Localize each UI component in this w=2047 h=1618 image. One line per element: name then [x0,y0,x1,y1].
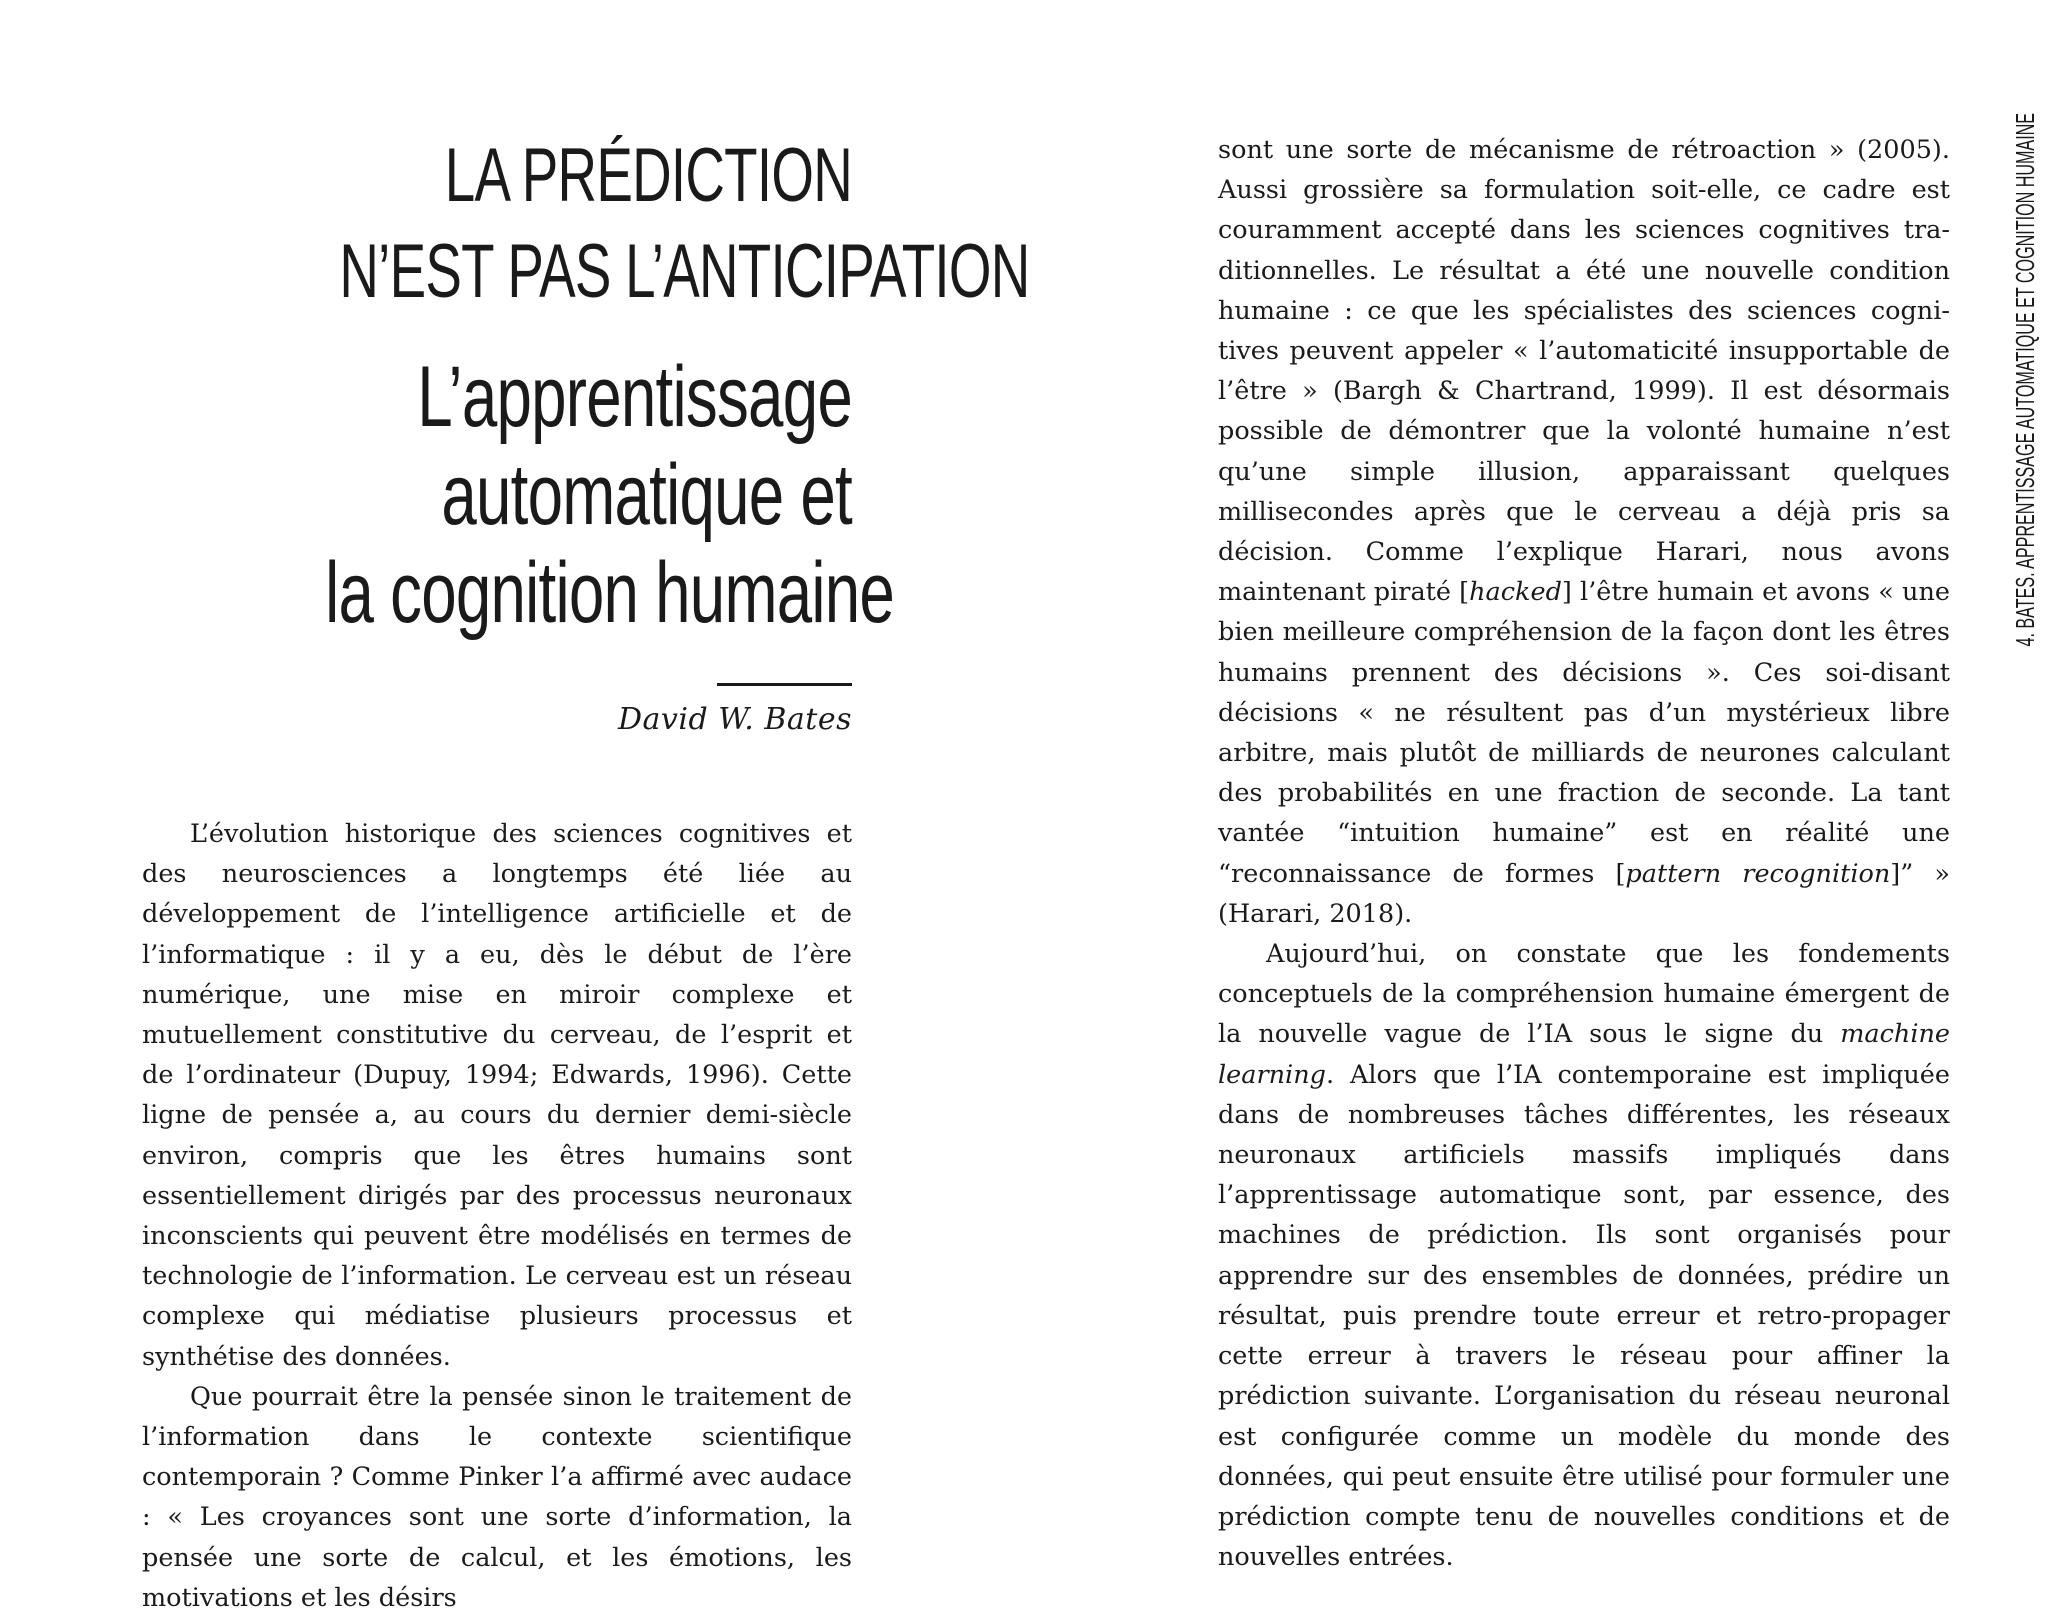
chapter-title-line-2: N’EST PAS L’ANTICIPATION [339,229,1030,314]
chapter-subtitle-line-3: la cognition humaine [325,545,895,641]
text-run: sont une sorte de mécanisme de rétroaction » (2005). Aussi grossière sa formulation soit-elle, ce cadre est couramment accepté dans les sciences cognitives traditionnelles. Le résultat a été une nouvelle condition humaine : ce que les spécialistes des sciences cognitives peuvent appeler « l’automaticité insupportable de l’être » (Bargh & Chartrand, 1999). Il est désormais possible de démontrer que la volonté humaine n’est qu’une simple illusion, apparaissant quelques millisecondes après que le cerveau a déjà pris sa décision. Comme l’explique Harari, nous avons maintenant piraté [ [1218,135,1950,608]
chapter-title [339,128,1030,320]
text-run: . Alors que l’IA contemporaine est impliquée dans de nombreuses tâches différentes, les réseaux neuronaux artificiels massifs impliqués dans l’apprentissage automatique sont, par essence, des machines de prédiction. Ils sont organisés pour apprendre sur des ensembles de données, prédire un résultat, puis prendre toute erreur et retro-propager cette erreur à travers le réseau pour affiner la prédiction suivante. L’organisation du réseau neuronal est configurée comme un modèle du monde des données, qui peut ensuite être utilisé pour formuler une prédiction compte tenu de nouvelles conditions et de nouvelles entrées. [1218,1059,1950,1573]
author-divider [717,683,852,686]
running-head-text: 4. BATES. APPRENTISSAGE AUTOMATIQUE ET COGNITION HUMAINE [2010,112,2040,647]
chapter-subtitle-line-2: automatique et [441,447,852,543]
text-run: Aujourd’hui, on constate que les fondements conceptuels de la compréhension humaine émergent de la nouvelle vague de l’IA sous le signe du [1218,939,1950,1050]
text-run: ]” » (Harari, 2018). [1218,858,1950,929]
paragraph [1218,130,1950,934]
right-page [1023,0,2047,1614]
text-run: ] l’être humain et avons « une bien meilleure compréhension de la façon dont les êtres humains prennent des décisions ». Ces soi-disant décisions « ne résultent pas d’un mystérieux libre arbitre, mais plutôt de milliards de neurones calculant des probabilités en une fraction de seconde. La tant vantée “intuition humaine” est en réalité une “reconnaissance de formes [ [1218,577,1950,889]
paragraph: L’évolution historique des sciences cognitives et des neurosciences a longtemps été liée au développement de l’intelligence artificielle et de l’informatique : il y a eu, dès le début de l’ère numérique, une mise en miroir complexe et mutuellement constitutive du cerveau, de l’esprit et de l’ordinateur (Dupuy, 1994; Edwards, 1996). Cette ligne de pensée a, au cours du dernier demi-siècle environ, compris que les êtres humains sont essentiellement dirigés par des processus neuronaux inconscients qui peuvent être modélisés en termes de technologie de l’information. Le cerveau est un réseau complexe qui médiatise plusieurs processus et synthétise des données. [142,819,852,1372]
italic-term: pattern recognition [1625,858,1891,889]
chapter-subtitle [325,348,895,642]
paragraph [1218,934,1950,1577]
running-head [1990,112,2040,1090]
left-body-text [142,814,852,1618]
chapter-title-block [140,128,1030,642]
right-body-text [1218,130,1950,1577]
author-name: David W. Bates [617,702,852,737]
chapter-title-line-1: LA PRÉDICTION [444,133,852,218]
italic-term: machine learning [1218,1019,1950,1090]
italic-term: hacked [1469,577,1562,608]
chapter-subtitle-line-1: L’apprentissage [417,349,852,445]
paragraph: Que pourrait être la pensée sinon le traitement de l’information dans le contexte scientifique contemporain ? Comme Pinker l’a affirmé avec audace : « Les croyances sont une sorte d’information, la pensée une sorte de calcul, et les émotions, les motivations et les désirs [142,1381,852,1613]
